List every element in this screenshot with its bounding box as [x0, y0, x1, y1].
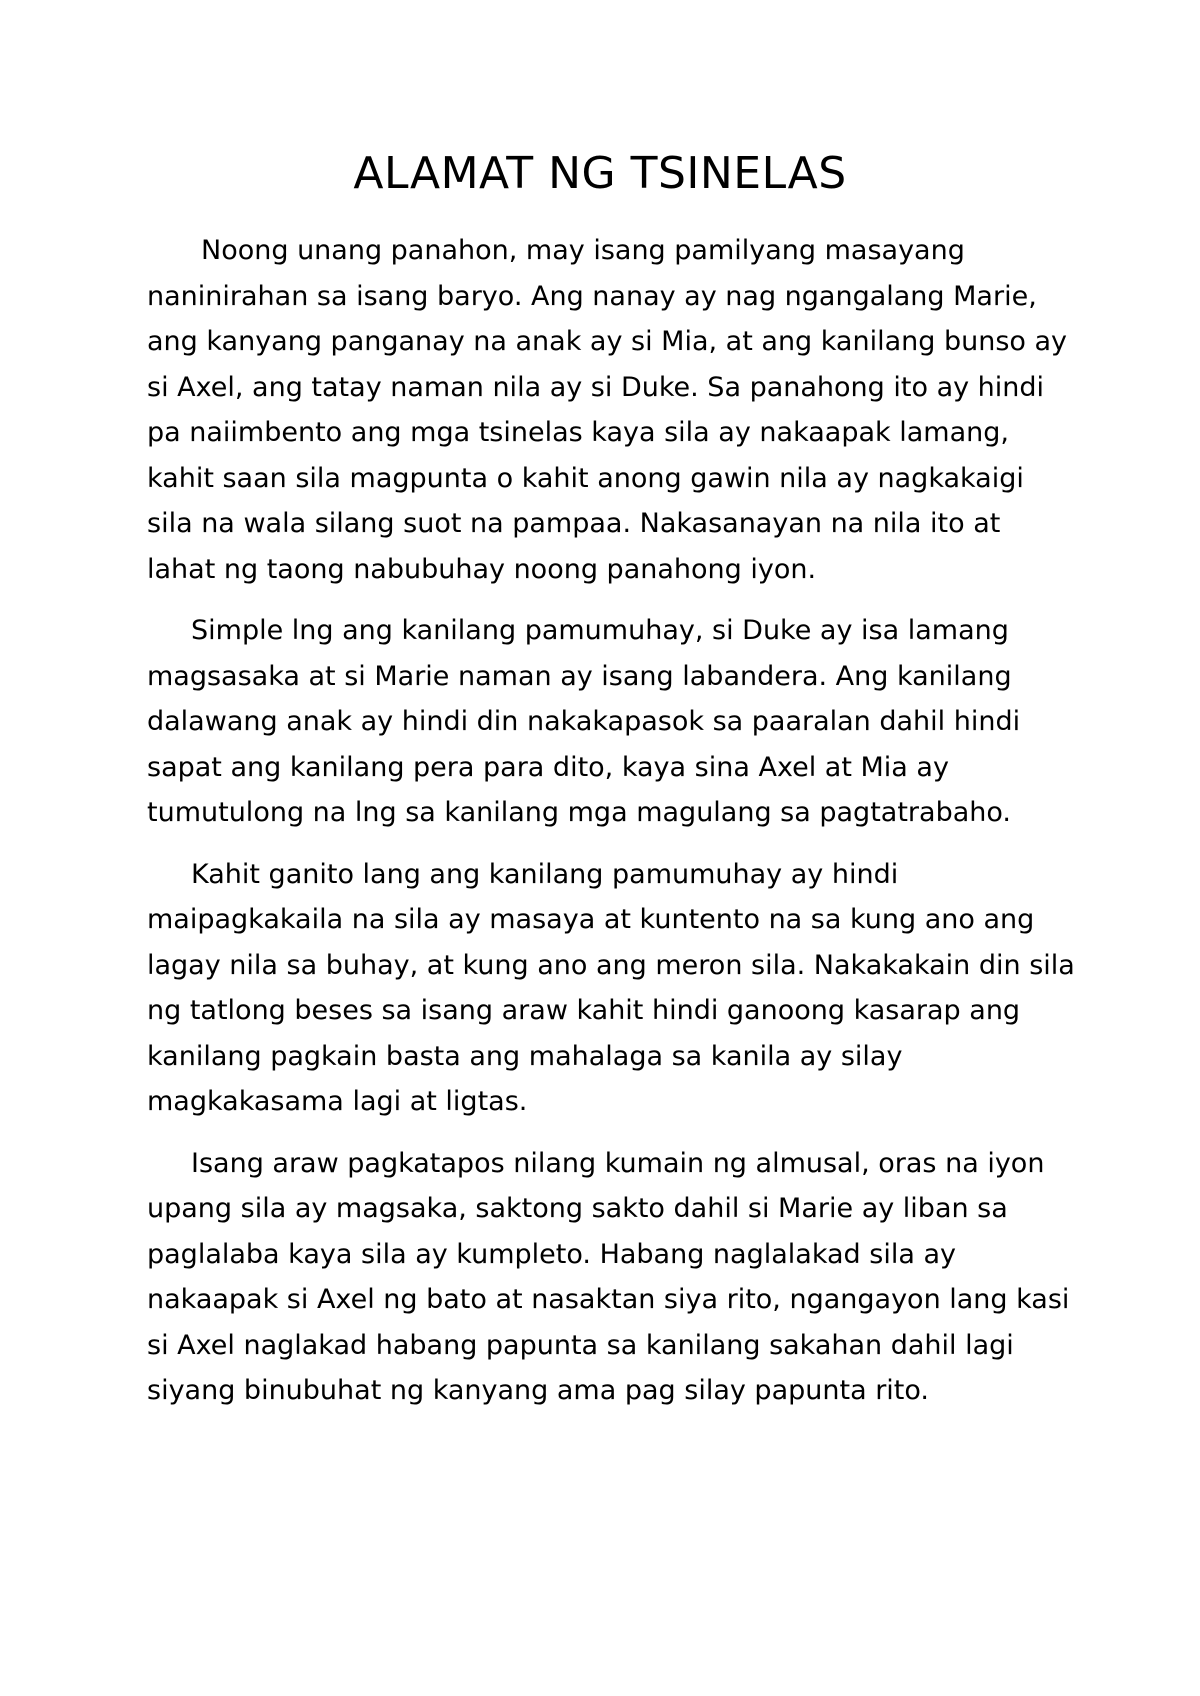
paragraph-4: Isang araw pagkatapos nilang kumain ng almusal, oras na iyon upang sila ay magsaka, saktong sakto dahil si Marie ay liban sa paglalaba kaya sila ay kumpleto. Habang naglalakad sila ay nakaapak si Axel ng bato at nasaktan siya rito, ngangayon lang kasi si Axel naglakad habang papunta sa kanilang sakahan dahil lagi siyang binubuhat ng kanyang ama pag silay papunta rito. [147, 1147, 1070, 1406]
document-body [147, 228, 1077, 1430]
paragraph-2: Simple lng ang kanilang pamumuhay, si Duke ay isa lamang magsasaka at si Marie naman ay isang labandera. Ang kanilang dalawang anak ay hindi din nakakapasok sa paaralan dahil hindi sapat ang kanilang pera para dito, kaya sina Axel at Mia ay tumutulong na lng sa kanilang mga magulang sa pagtatrabaho. [147, 615, 1021, 828]
paragraph-3: Kahit ganito lang ang kanilang pamumuhay ay hindi maipagkakaila na sila ay masaya at kuntento na sa kung ano ang lagay nila sa buhay, at kung ano ang meron sila. Nakakakain din sila ng tatlong beses sa isang araw kahit hindi ganoong kasarap ang kanilang pagkain basta ang mahalaga sa kanila ay silay magkakasama lagi at ligtas. [147, 858, 1075, 1117]
document-title: ALAMAT NG TSINELAS [353, 148, 847, 199]
paragraph-1: Noong unang panahon, may isang pamilyang masayang naninirahan sa isang baryo. Ang nanay ay nag ngangalang Marie, ang kanyang panganay na anak ay si Mia, at ang kanilang bunso ay si Axel, ang tatay naman nila ay si Duke. Sa panahong ito ay hindi pa naiimbento ang mga tsinelas kaya sila ay nakaapak lamang, kahit saan sila magpunta o kahit anong gawin nila ay nagkakaigi sila na wala silang suot na pampaa. Nakasanayan na nila ito at lahat ng taong nabubuhay noong panahong iyon. [147, 235, 1068, 585]
